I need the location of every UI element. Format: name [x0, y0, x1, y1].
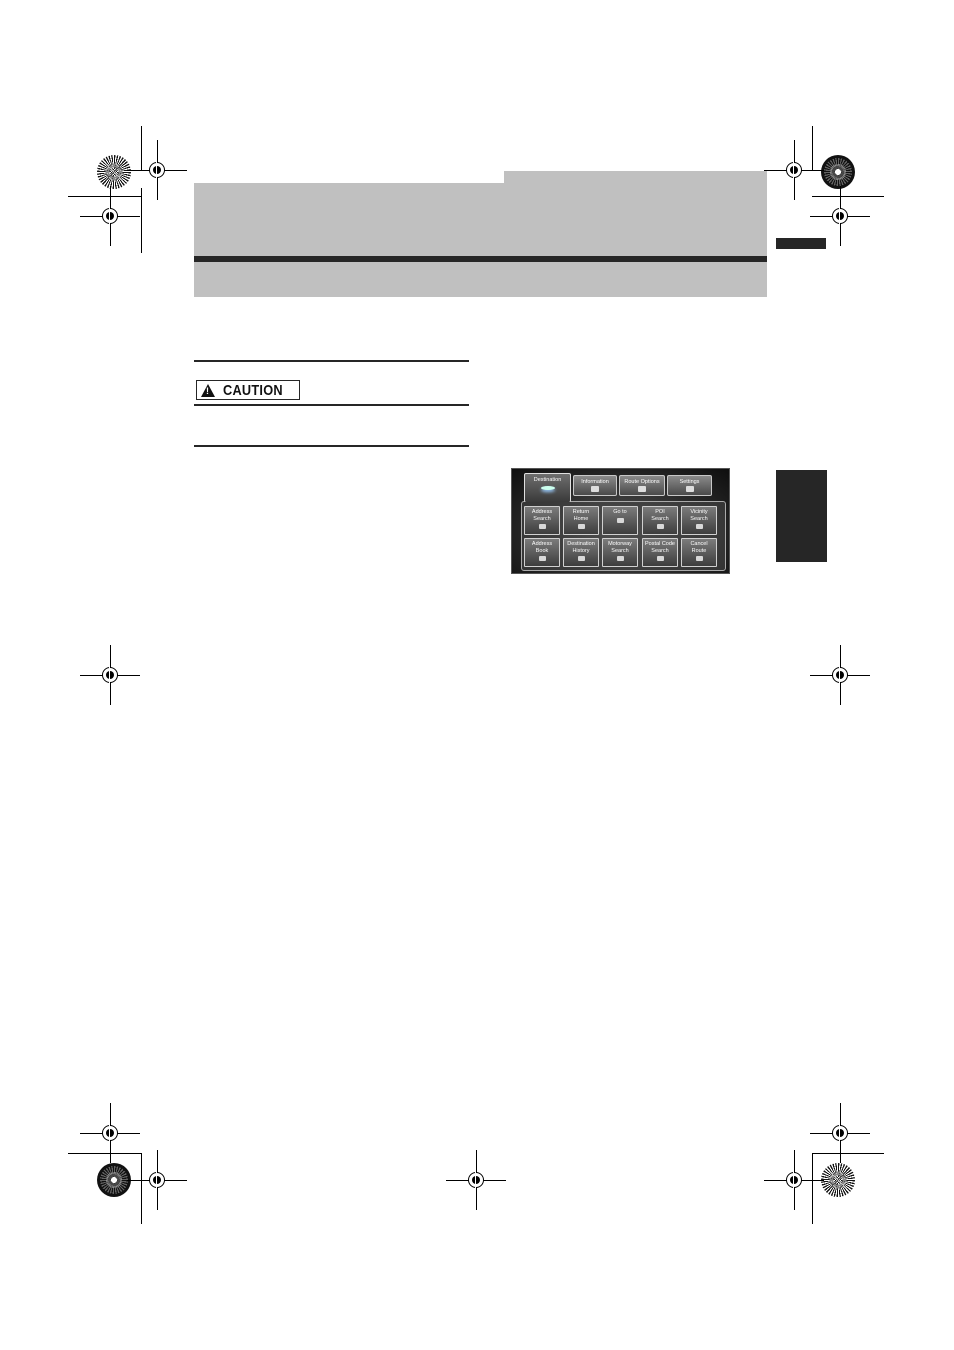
chapter-header-band [194, 183, 767, 263]
button-label: POI Search [651, 509, 669, 522]
crop-mark [812, 1153, 813, 1224]
language-tab-marker [776, 238, 826, 249]
star-icon [617, 518, 624, 523]
tab-settings[interactable] [667, 475, 712, 496]
registration-starburst-icon [97, 1163, 131, 1197]
cancel-route-button[interactable] [681, 538, 717, 567]
button-label: Address Book [531, 541, 553, 554]
crop-mark [68, 196, 141, 197]
vicinity-icon [696, 524, 703, 529]
tab-route-options[interactable] [619, 475, 665, 496]
home-icon [578, 524, 585, 529]
postal-code-icon [657, 556, 664, 561]
button-label: Postal Code Search [645, 541, 675, 554]
registration-starburst-icon [821, 155, 855, 189]
crop-mark [141, 126, 142, 170]
motorway-icon [617, 556, 624, 561]
checkered-flag-icon [541, 486, 555, 490]
vicinity-search-button[interactable] [681, 506, 717, 535]
cancel-route-icon [696, 556, 703, 561]
crop-mark [68, 1153, 141, 1154]
section-header-band [194, 262, 767, 297]
poi-search-button[interactable] [642, 506, 678, 535]
crop-mark [141, 188, 142, 253]
caution-badge [196, 380, 300, 400]
navigation-menu-screenshot [511, 468, 730, 574]
caution-label: CAUTION [223, 381, 283, 399]
button-label: Go to [613, 509, 627, 515]
address-book-button[interactable] [524, 538, 560, 567]
poi-icon [657, 524, 664, 529]
button-label: Motorway Search [608, 541, 632, 554]
button-label: Return Home [572, 509, 590, 522]
caution-bottom-rule [194, 445, 469, 447]
button-label: Vicinity Search [690, 509, 708, 522]
caution-top-rule [194, 360, 469, 362]
postal-code-search-button[interactable] [642, 538, 678, 567]
motorway-search-button[interactable] [602, 538, 638, 567]
crop-mark [812, 1153, 884, 1154]
history-icon [578, 556, 585, 561]
address-search-button[interactable] [524, 506, 560, 535]
registration-starburst-icon [97, 155, 131, 189]
caution-middle-rule [194, 404, 469, 406]
tab-label: Route Options [624, 479, 660, 485]
tab-label: Settings [679, 479, 700, 485]
registration-starburst-icon [821, 1163, 855, 1197]
address-book-icon [539, 556, 546, 561]
info-icon [591, 486, 599, 492]
button-label: Address Search [531, 509, 553, 522]
route-options-icon [638, 486, 646, 492]
crop-mark [812, 196, 884, 197]
crop-mark [812, 126, 813, 170]
button-label: Cancel Route [690, 541, 708, 554]
go-to-button[interactable] [602, 506, 638, 535]
tab-label: Destination [533, 477, 562, 483]
tab-label: Information [581, 479, 609, 485]
destination-history-button[interactable] [563, 538, 599, 567]
chapter-side-tab [776, 470, 827, 562]
tab-destination[interactable] [524, 473, 571, 502]
warning-triangle-icon: ! [201, 384, 215, 397]
button-label: Destination History [567, 541, 595, 554]
settings-icon [686, 486, 694, 492]
tab-information[interactable] [573, 475, 617, 496]
crop-mark [141, 1153, 142, 1224]
address-search-icon [539, 524, 546, 529]
return-home-button[interactable] [563, 506, 599, 535]
